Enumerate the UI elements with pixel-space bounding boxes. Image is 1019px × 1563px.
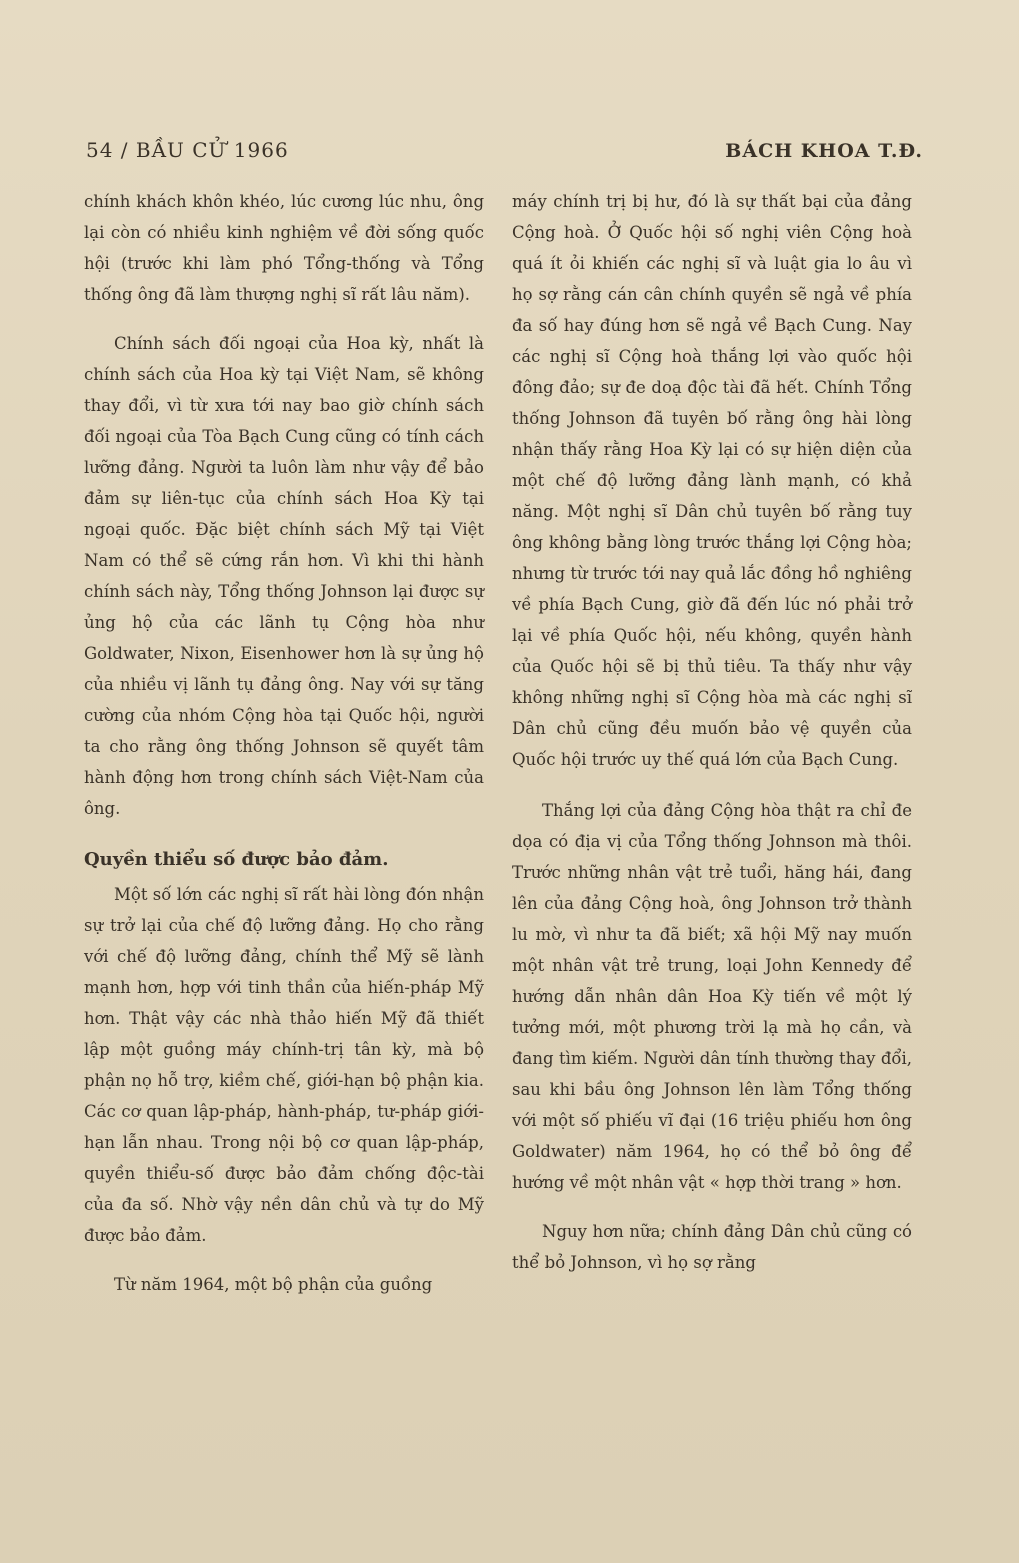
paragraph: chính khách khôn khéo, lúc cương lúc nhu, ông lại còn có nhiều kinh nghiệm về đời sống quốc hội (trước khi làm phó Tổng-thống và Tổng thống ông đã làm thượng nghị sĩ rất lâu năm). [84,192,484,304]
paragraph: Chính sách đối ngoại của Hoa kỳ, nhất là chính sách của Hoa kỳ tại Việt Nam, sẽ không thay đổi, vì từ xưa tới nay bao giờ chính sách đối ngoại của Tòa Bạch Cung cũng có tính cách lưỡng đảng. Người ta luôn làm như vậy để bảo đảm sự liên-tục của chính sách Hoa Kỳ tại ngoại quốc. Đặc biệt chính sách Mỹ tại Việt Nam có thể sẽ cứng rắn hơn. Vì khi thi hành chính sách này, Tổng thống Johnson lại được sự ủng hộ của các lãnh tụ Cộng hòa như Goldwater, Nixon, Eisenhower hơn là sự ủng hộ của nhiều vị lãnh tụ đảng ông. Nay với sự tăng cường của nhóm Cộng hòa tại Quốc hội, người ta cho rằng ông thống Johnson sẽ quyết tâm hành động hơn trong chính sách Việt-Nam của ông. [84,334,484,818]
page-header [86,138,923,172]
page-number-title: 54 / BẦU CỬ 1966 [86,138,289,162]
right-column [512,186,912,1278]
left-column [84,186,484,1300]
section-heading: Quyền thiểu số được bảo đảm. [84,849,389,870]
paragraph: Nguy hơn nữa; chính đảng Dân chủ cũng có thể bỏ Johnson, vì họ sợ rằng [512,1222,912,1272]
publication-name: BÁCH KHOA T.Đ. [725,140,923,162]
paragraph: Thắng lợi của đảng Cộng hòa thật ra chỉ đe dọa có địa vị của Tổng thống Johnson mà thôi. Trước những nhân vật trẻ tuổi, hăng hái, đang lên của đảng Cộng hoà, ông Johnson trở thành lu mờ, vì như ta đã biết; xã hội Mỹ nay muốn một nhân vật trẻ trung, loại John Kennedy để hướng dẫn nhân dân Hoa Kỳ tiến về một lý tưởng mới, một phương trời lạ mà họ cần, và đang tìm kiếm. Người dân tính thường thay đổi, sau khi bầu ông Johnson lên làm Tổng thống với một số phiếu vĩ đại (16 triệu phiếu hơn ông Goldwater) năm 1964, họ có thể bỏ ông để hướng về một nhân vật « hợp thời trang » hơn. [512,801,912,1192]
paragraph: máy chính trị bị hư, đó là sự thất bại của đảng Cộng hoà. Ở Quốc hội số nghị viên Cộng hoà quá ít ỏi khiến các nghị sĩ và luật gia lo âu vì họ sợ rằng cán cân chính quyền sẽ ngả về phía đa số hay đúng hơn sẽ ngả về Bạch Cung. Nay các nghị sĩ Cộng hoà thắng lợi vào quốc hội đông đảo; sự đe doạ độc tài đã hết. Chính Tổng thống Johnson đã tuyên bố rằng ông hài lòng nhận thấy rằng Hoa Kỳ lại có sự hiện diện của một chế độ lưỡng đảng lành mạnh, có khả năng. Một nghị sĩ Dân chủ tuyên bố rằng tuy ông không bằng lòng trước thắng lợi Cộng hòa; nhưng từ trước tới nay quả lắc đồng hồ nghiêng về phía Bạch Cung, giờ đã đến lúc nó phải trở lại về phía Quốc hội, nếu không, quyền hành của Quốc hội sẽ bị thủ tiêu. Ta thấy như vậy không những nghị sĩ Cộng hòa mà các nghị sĩ Dân chủ cũng đều muốn bảo vệ quyền của Quốc hội trước uy thế quá lớn của Bạch Cung. [512,192,912,769]
paragraph: Từ năm 1964, một bộ phận của guồng [114,1275,433,1294]
paragraph: Một số lớn các nghị sĩ rất hài lòng đón nhận sự trở lại của chế độ lưỡng đảng. Họ cho rằng với chế độ lưỡng đảng, chính thể Mỹ sẽ lành mạnh hơn, hợp với tinh thần của hiến-pháp Mỹ hơn. Thật vậy các nhà thảo hiến Mỹ đã thiết lập một guồng máy chính-trị tân kỳ, mà bộ phận nọ hỗ trợ, kiềm chế, giới-hạn bộ phận kia. Các cơ quan lập-pháp, hành-pháp, tư-pháp giới-hạn lẫn nhau. Trong nội bộ cơ quan lập-pháp, quyền thiểu-số được bảo đảm chống độc-tài của đa số. Nhờ vậy nền dân chủ và tự do Mỹ được bảo đảm. [84,885,484,1245]
